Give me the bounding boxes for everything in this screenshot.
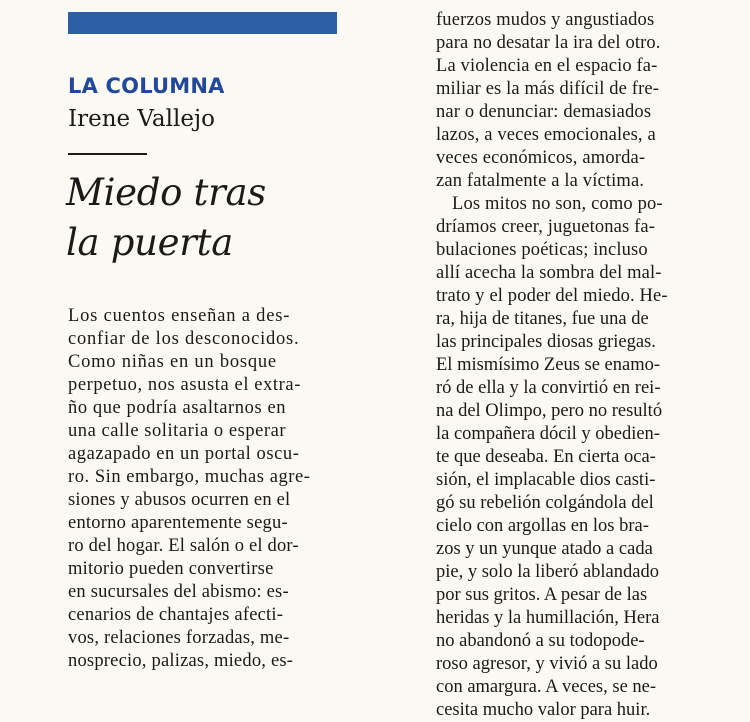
body-text-line: una calle solitaria o esperar — [68, 421, 287, 441]
body-text-line: cielo con argollas en los bra- — [436, 516, 649, 536]
body-text-line: fuerzos mudos y angustiados — [436, 10, 655, 30]
section-color-bar — [68, 12, 337, 34]
body-text-line: Como niñas en un bosque — [68, 352, 277, 372]
body-text-line: miliar es la más difícil de fre- — [436, 79, 659, 99]
body-text-line: la compañera dócil y obedien- — [436, 424, 660, 444]
body-column-right — [436, 9, 668, 722]
body-text-line: sión, el implacable dios casti- — [436, 470, 656, 490]
body-text-line: nar o denunciar: demasiados — [436, 102, 652, 122]
body-text-line: vos, relaciones forzadas, me- — [68, 628, 290, 648]
body-text-line: ro. Sin embargo, muchas agre- — [68, 467, 311, 487]
body-text-line: entorno aparentemente segu- — [68, 513, 288, 533]
body-text-line: ra, hija de titanes, fue una de — [436, 309, 649, 329]
body-text-line: confiar de los desconocidos. — [68, 329, 300, 349]
body-text-line: La violencia en el espacio fa- — [436, 56, 658, 76]
body-text-line: no abandonó a su todopode- — [436, 631, 645, 651]
body-text-line: trato y el poder del miedo. He- — [436, 286, 668, 306]
body-text-line: perpetuo, nos asusta el extra- — [68, 375, 301, 395]
body-text-line: te que deseaba. En cierta oca- — [436, 447, 656, 467]
body-text-line: ro del hogar. El salón o el dor- — [68, 536, 299, 556]
body-text-line: El mismísimo Zeus se enamo- — [436, 355, 661, 375]
body-text-line: ño que podría asaltarnos en — [68, 398, 287, 418]
body-text-line: zos y un yunque atado a cada — [436, 539, 653, 559]
headline-line: Miedo tras — [66, 171, 266, 214]
section-kicker: LA COLUMNA — [68, 74, 225, 98]
body-text-line: nosprecio, palizas, miedo, es- — [68, 651, 294, 671]
body-text-line: siones y abusos ocurren en el — [68, 490, 291, 510]
body-text-line: pie, y solo la liberó ablandado — [436, 562, 659, 582]
body-text-line: las principales diosas griegas. — [436, 332, 656, 352]
body-text-line: dríamos creer, juguetonas fa- — [436, 217, 656, 237]
body-text-line: na del Olimpo, pero no resultó — [436, 401, 663, 421]
body-text-line: allí acecha la sombra del mal- — [436, 263, 662, 283]
body-text-line: mitorio pueden convertirse — [68, 559, 274, 579]
body-text-line: en sucursales del abismo: es- — [68, 582, 289, 602]
body-text-line: con amargura. A veces, se ne- — [436, 677, 657, 697]
header-divider — [68, 153, 147, 155]
body-text-line: Los mitos no son, como po- — [452, 194, 663, 214]
body-text-line: veces económicos, amorda- — [436, 148, 646, 168]
body-text-line: roso agresor, y vivió a su lado — [436, 654, 658, 674]
body-text-line: heridas y la humillación, Hera — [436, 608, 660, 628]
body-column-left — [68, 305, 310, 673]
article-headline — [66, 168, 266, 268]
body-text-line: cenarios de chantajes afecti- — [68, 605, 284, 625]
body-text-line: bulaciones poéticas; incluso — [436, 240, 648, 260]
body-text-line: agazapado en un portal oscu- — [68, 444, 300, 464]
body-text-line: para no desatar la ira del otro. — [436, 33, 661, 53]
body-text-line: zan fatalmente a la víctima. — [436, 171, 645, 191]
body-text-line: cesita mucho valor para huir. — [436, 700, 651, 720]
body-text-line: gó su rebelión colgándola del — [436, 493, 654, 513]
headline-line: la puerta — [66, 221, 233, 264]
body-text-line: Los cuentos enseñan a des- — [68, 306, 291, 326]
body-text-line: por sus gritos. A pesar de las — [436, 585, 648, 605]
body-text-line: lazos, a veces emocionales, a — [436, 125, 656, 145]
body-text-line: ró de ella y la convirtió en rei- — [436, 378, 661, 398]
author-name: Irene Vallejo — [68, 106, 215, 132]
